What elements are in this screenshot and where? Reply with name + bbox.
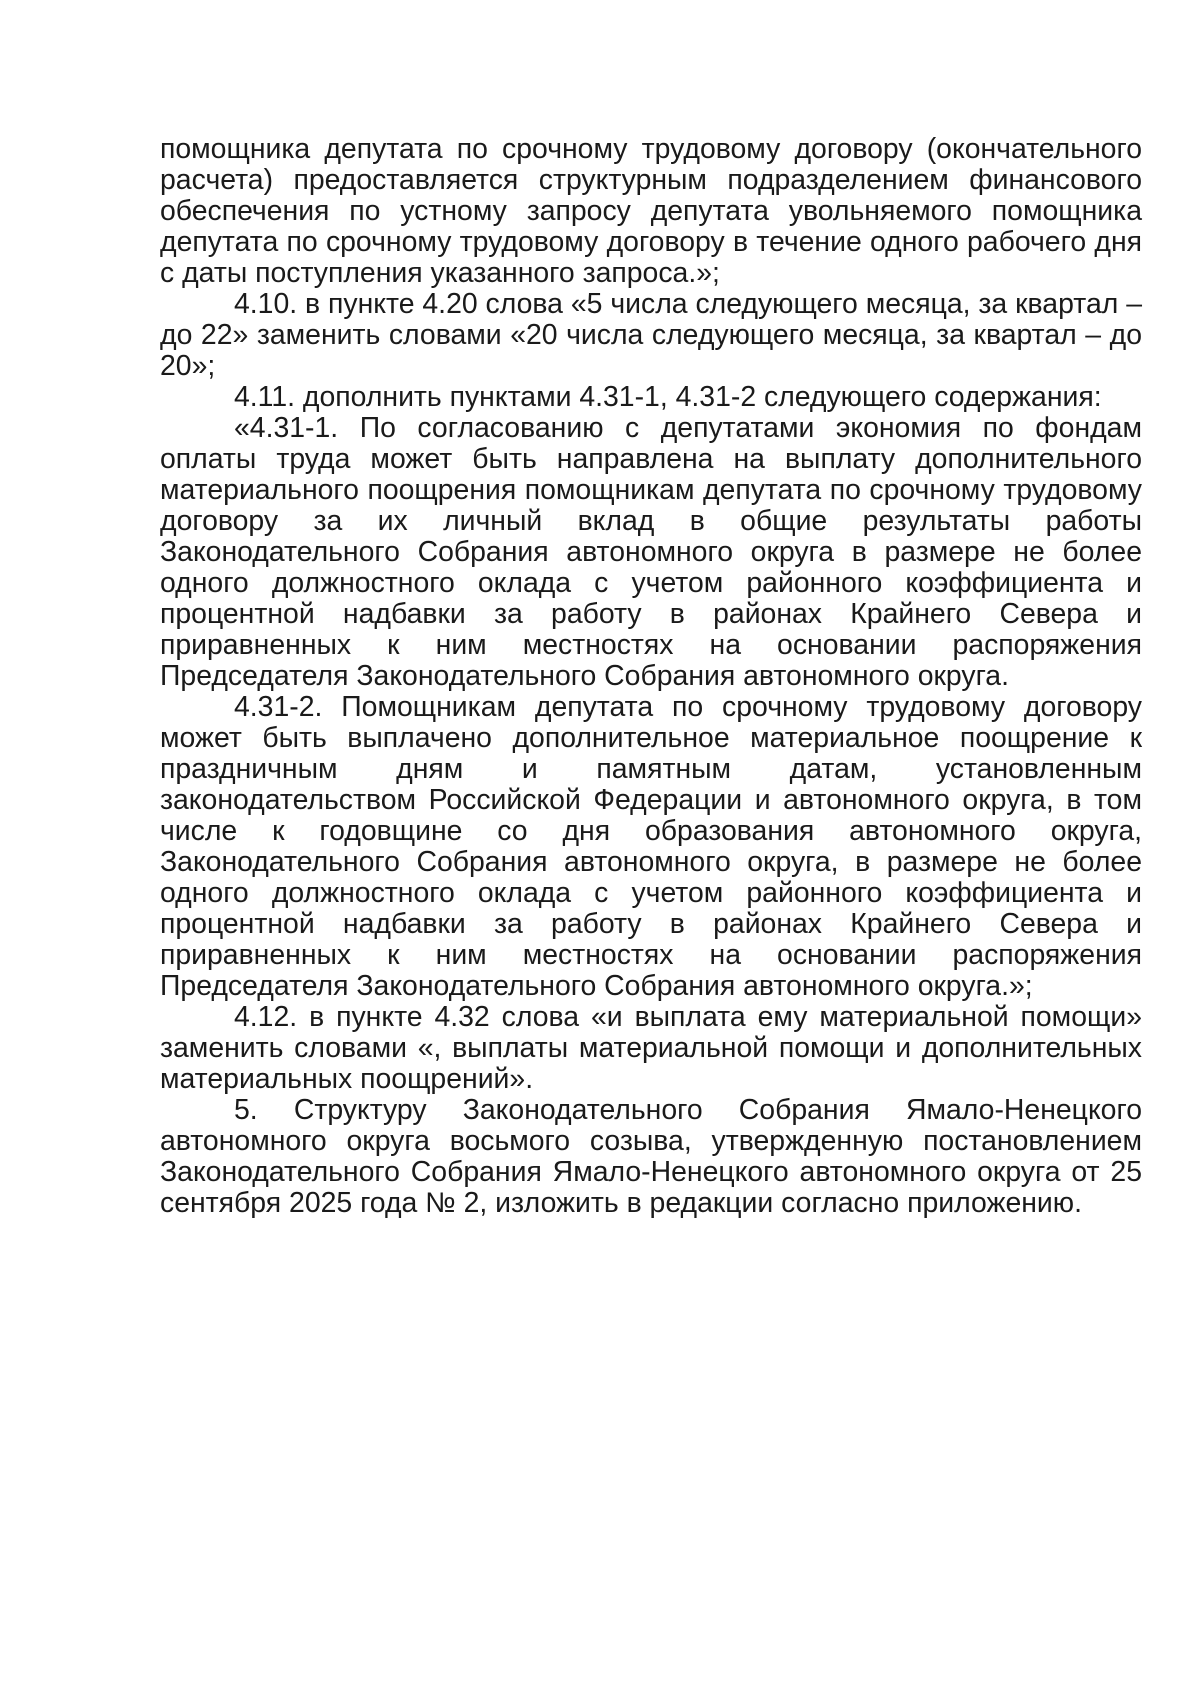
paragraph-item-4-12: 4.12. в пункте 4.32 слова «и выплата ему материальной помощи» заменить словами «, выплаты материальной помощи и дополнительных материальных поощрений». (160, 1001, 1142, 1095)
paragraph-item-4-31-1: «4.31-1. По согласованию с депутатами экономия по фондам оплаты труда может быть направлена на выплату дополнительного материального поощрения помощникам депутата по срочному трудовому договору за их личный вклад в общие результаты работы Законодательного Собрания автономного округа в размере не более одного должностного оклада с учетом районного коэффициента и процентной надбавки за работу в районах Крайнего Севера и приравненных к ним местностях на основании распоряжения Председателя Законодательного Собрания автономного округа. (160, 412, 1142, 692)
paragraph-item-4-11: 4.11. дополнить пунктами 4.31-1, 4.31-2 следующего содержания: (234, 381, 1102, 413)
document-page (160, 134, 1142, 1219)
paragraph-item-4-10: 4.10. в пункте 4.20 слова «5 числа следующего месяца, за квартал – до 22» заменить словами «20 числа следующего месяца, за квартал – до 20»; (160, 288, 1142, 382)
paragraph-item-4-31-2: 4.31-2. Помощникам депутата по срочному трудовому договору может быть выплачено дополнительное материальное поощрение к праздничным дням и памятным датам, установленным законодательством Российской Федерации и автономного округа, в том числе к годовщине со дня образования автономного округа, Законодательного Собрания автономного округа, в размере не более одного должностного оклада с учетом районного коэффициента и процентной надбавки за работу в районах Крайнего Севера и приравненных к ним местностях на основании распоряжения Председателя Законодательного Собрания автономного округа.»; (160, 691, 1142, 1002)
paragraph-item-5: 5. Структуру Законодательного Собрания Ямало-Ненецкого автономного округа восьмого созыва, утвержденную постановлением Законодательного Собрания Ямало-Ненецкого автономного округа от 25 сентября 2025 года № 2, изложить в редакции согласно приложению. (160, 1094, 1142, 1219)
paragraph-continuation: помощника депутата по срочному трудовому договору (окончательного расчета) предоставляется структурным подразделением финансового обеспечения по устному запросу депутата увольняемого помощника депутата по срочному трудовому договору в течение одного рабочего дня с даты поступления указанного запроса.»; (160, 133, 1142, 289)
